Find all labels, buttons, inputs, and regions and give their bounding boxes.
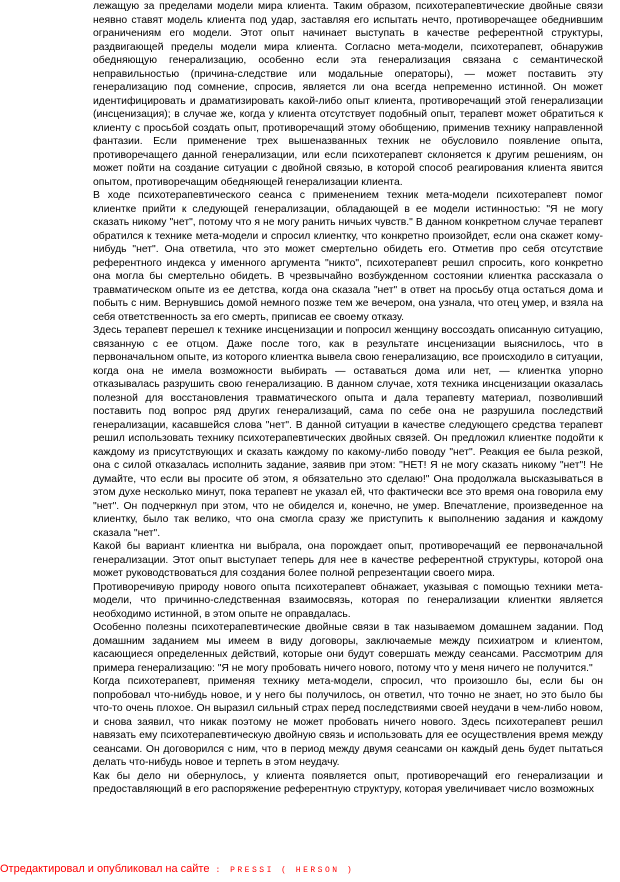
paragraph: Какой бы вариант клиентка ни выбрала, она порождает опыт, противоречащий ее первоначальной генерализации. Этот опыт выступает теперь для нее в качестве референтной структуры, которой она может руководствоваться для создания более полной репрезентации своего мира. xyxy=(93,541,603,579)
paragraph: Здесь терапевт перешел к технике инсценизации и попросил женщину воссоздать описанную ситуацию, связанную с ее отцом. Даже после того, как в результате инсценизации выяснилось, что в первоначальном опыте, из которого клиентка вывела свою генерализацию, все происходило в ситуации, когда она не имела возможности выбирать — оставаться дома или нет, — клиентка упорно отказывалась разрушить свою генерализацию. В данном случае, хотя техника инсценизации оказалась полезной для восстановления травматического опыта и дала терапевту материал, позволивший поставить под вопрос ряд других генерализаций, сама по себе она не разрушила последствий генерализации, касавшейся слова "нет". В данной ситуации в качестве следующего средства терапевт решил использовать технику психотерапевтических двойных связей. Он предложил клиентке подойти к каждому из присутствующих и сказать каждому по какому-либо поводу "нет". Реакция ее была резкой, она с силой отказалась исполнить задание, заявив при этом: "НЕТ! Я не могу сказать никому "нет"! Не думайте, что если вы просите об этом, я обязательно это сделаю!" Она продолжала высказываться в этом духе несколько минут, пока терапевт не указал ей, что фактически все это время она говорила ему "нет". Он подчеркнул при этом, что не обиделся и, конечно, не умер. Впечатление, произведенное на клиентку, было так велико, что она смогла сразу же приступить к выполнению задания и каждому сказала "нет". xyxy=(93,325,603,539)
footer-credit xyxy=(0,863,354,875)
paragraph: лежащую за пределами модели мира клиента. Таким образом, психотерапевтические двойные связи неявно ставят модель клиента под удар, заставляя его испытать нечто, противоречащее обеднившим ограничениям его модели. Этот опыт начинает выступать в качестве референтной структуры, раздвигающей пределы модели мира клиента. Согласно мета-модели, психотерапевт, обнаружив обедняющую генерализацию, особенно если эта генерализация связана с семантической неправильностью (причина-следствие или модальные операторы), — может поставить эту генерализацию под сомнение, спросив, является ли она всегда непременно истинной. Он может идентифицировать и драматизировать какой-либо опыт клиента, противоречащий этой генерализации (инсценизация); в случае же, когда у клиента отсутствует подобный опыт, терапевт может обратиться к клиенту с просьбой создать опыт, противоречащий этому обобщению, применив технику направленной фантазии. Если применение трех вышеназванных техник не обусловило появление опыта, противоречащего данной генерализации, или если психотерапевт склоняется к другим решениям, он может пойти на создание ситуации с двойной связью, в которой способ реагирования клиента явится опытом, противоречащим обедняющей генерализации клиента. xyxy=(93,1,603,188)
paragraph: Когда психотерапевт, применяя технику мета-модели, спросил, что произошло бы, если бы он попробовал что-нибудь новое, и у него бы получилось, он ответил, что точно не знает, но это было бы что-то очень плохое. Он выразил сильный страх перед последствиями своей неудачи в чем-либо новом, и снова заявил, что никак поэтому не может пробовать ничего нового. Здесь психотерапевт решил навязать ему психотерапевтическую двойную связь и использовать для ее осуществления время между сеансами. Он договорился с ним, что в период между двумя сеансами он каждый день будет пытаться делать что-нибудь новое и терпеть в этом неудачу. xyxy=(93,676,603,768)
document-body xyxy=(93,0,603,797)
paragraph: Особенно полезны психотерапевтические двойные связи в так называемом домашнем задании. Под домашним заданием мы имеем в виду договоры, заключаемые между психиатром и клиентом, касающиеся определенных действий, которые они будут совершать между сеансами. Рассмотрим для примера генерализацию: "Я не могу пробовать ничего нового, потому что у меня ничего не получится." xyxy=(93,622,603,674)
footer-site-link[interactable]: : PRESSI ( HERSON ) xyxy=(215,866,355,875)
paragraph: Противоречивую природу нового опыта психотерапевт обнажает, указывая с помощью техники мета-модели, что причинно-следственная взаимосвязь, которая по генерализации клиентки является необходимо истинной, в этом опыте не оправдалась. xyxy=(93,581,603,620)
footer-lead-text: Отредактировал и опубликовал на сайте xyxy=(0,863,210,875)
paragraph: Как бы дело ни обернулось, у клиента появляется опыт, противоречащий его генерализации и предоставляющий в его распоряжение референтную структуру, которая увеличивает число возможных xyxy=(93,770,603,795)
paragraph: В ходе психотерапевтического сеанса с применением техник мета-модели психотерапевт помог клиентке прийти к следующей генерализации, обладающей в ее модели истинностью: "Я не могу сказать никому "нет", потому что я не могу ранить ничьих чувств." В данном конкретном случае терапевт обратился к технике мета-модели и спросил клиентку, что конкретно произойдет, если она скажет кому-нибудь "нет". Она ответила, что это может смертельно обидеть его. Отметив про себя отсутствие референтного индекса у именного аргумента "никто", психотерапевт решил спросить, кого конкретно она могла бы смертельно обидеть. В чрезвычайно возбужденном состоянии клиентка рассказала о травматическом опыте из ее детства, когда она сказала "нет" в ответ на просьбу отца остаться дома и побыть с ним. Вернувшись домой немного позже тем же вечером, она узнала, что отец умер, и взяла на себя ответственность за его смерть, приписав ее своему отказу. xyxy=(93,190,603,323)
